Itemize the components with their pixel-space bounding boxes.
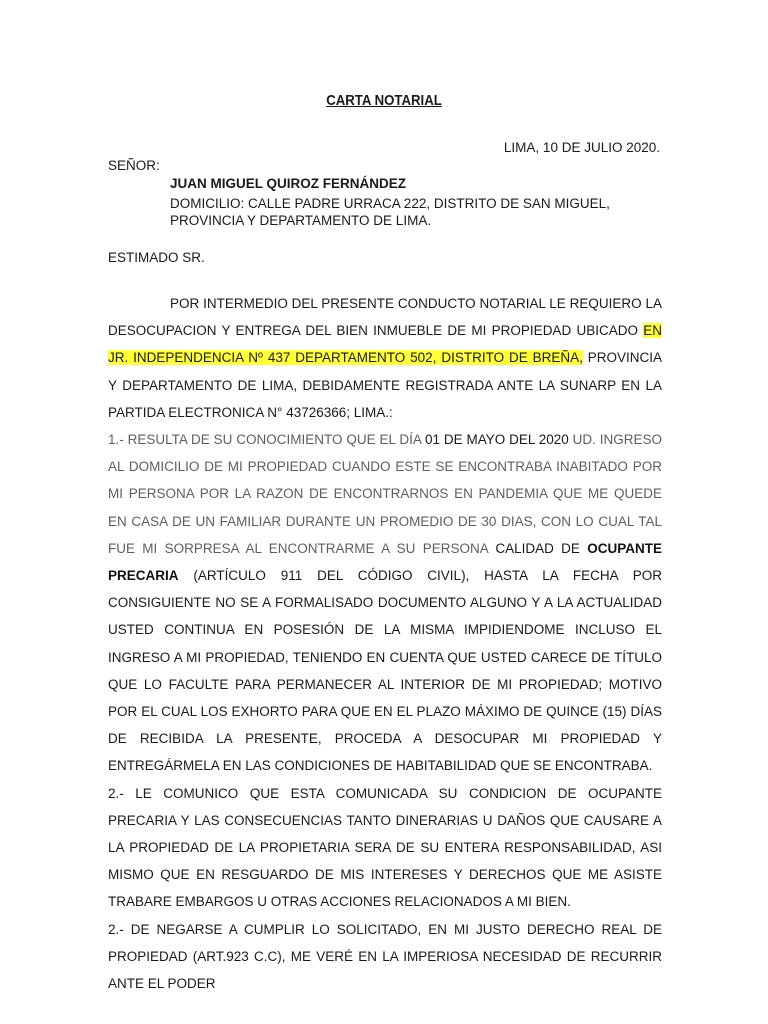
letter-body [108,290,662,997]
document-title: CARTA NOTARIAL [326,92,442,109]
occupation-date: 01 DE MAYO DEL 2020 [424,432,569,448]
highlighted-address: EN JR. INDEPENDENCIA Nº 437 DEPARTAMENTO 502, DISTRITO DE BREÑA, [108,323,662,366]
intro-paragraph: POR INTERMEDIO DEL PRESENTE CONDUCTO NOTARIAL LE REQUIERO LA DESOCUPACION Y ENTREGA DEL BIEN INMUEBLE DE MI PROPIEDAD UBICADO EN JR. INDEPENDENCIA Nº 437 DEPARTAMENTO 502, DISTRITO DE BREÑA, PROVINCIA Y DEPARTAMENTO DE LIMA, DEBIDAMENTE REGISTRADA ANTE LA SUNARP EN LA PARTIDA ELECTRONICA N° 43726366; LIMA.: [108,296,663,420]
letter-date: LIMA, 10 DE JULIO 2020. [503,140,660,155]
recipient-name: JUAN MIGUEL QUIROZ FERNÁNDEZ [170,176,407,191]
occupant-status: OCUPANTE PRECARIA [108,540,662,584]
point-2-paragraph: 2.- LE COMUNICO QUE ESTA COMUNICADA SU CONDICION DE OCUPANTE PRECARIA Y LAS CONSECUENCIAS TANTO DINERARIAS U DAÑOS QUE CAUSARE A LA PROPIEDAD DE LA PROPIETARIA SERA DE SU ENTERA RESPONSABILIDAD, ASI MISMO QUE EN RESGUARDO DE MIS INTERESES Y DERECHOS QUE ME ASISTE TRABARE EMBARGOS U OTRAS ACCIONES RELACIONADOS A MI BIEN. [108,785,662,910]
recipient-address: DOMICILIO: CALLE PADRE URRACA 222, DISTRITO DE SAN MIGUEL, PROVINCIA Y DEPARTAMENTO DE LIMA. [170,196,610,228]
greeting: ESTIMADO SR. [108,250,205,265]
point-1-paragraph: 1.- RESULTA DE SU CONOCIMIENTO QUE EL DÍA 01 DE MAYO DEL 2020 UD. INGRESO AL DOMICILIO DE MI PROPIEDAD CUANDO ESTE SE ENCONTRABA INABITADO POR MI PERSONA POR LA RAZON DE ENCONTRARNOS EN PANDEMIA QUE ME QUEDE EN CASA DE UN FAMILIAR DURANTE UN PROMEDIO DE 30 DIAS, CON LO CUAL TAL FUE MI SORPRESA AL ENCONTRARME A SU PERSONA CALIDAD DE OCUPANTE PRECARIA (ARTÍCULO 911 DEL CÓDIGO CIVIL), HASTA LA FECHA POR CONSIGUIENTE NO SE A FORMALISADO DOCUMENTO ALGUNO Y A LA ACTUALIDAD USTED CONTINUA EN POSESIÓN DE LA MISMA IMPIDIENDOME INCLUSO EL INGRESO A MI PROPIEDAD, TENIENDO EN CUENTA QUE USTED CARECE DE TÍTULO QUE LO FACULTE PARA PERMANECER AL INTERIOR DE MI PROPIEDAD; MOTIVO POR EL CUAL LOS EXHORTO PARA QUE EN EL PLAZO MÁXIMO DE QUINCE (15) DÍAS DE RECIBIDA LA PRESENTE, PROCEDA A DESOCUPAR MI PROPIEDAD Y ENTREGÁRMELA EN LAS CONDICIONES DE HABITABILIDAD QUE SE ENCONTRABA. [108,432,662,774]
salutation: SEÑOR: [108,158,160,173]
point-3-paragraph: 2.- DE NEGARSE A CUMPLIR LO SOLICITADO, EN MI JUSTO DERECHO REAL DE PROPIEDAD (ART.923 C.C), ME VERÉ EN LA IMPERIOSA NECESIDAD DE RECURRIR ANTE EL PODER [108,921,662,992]
